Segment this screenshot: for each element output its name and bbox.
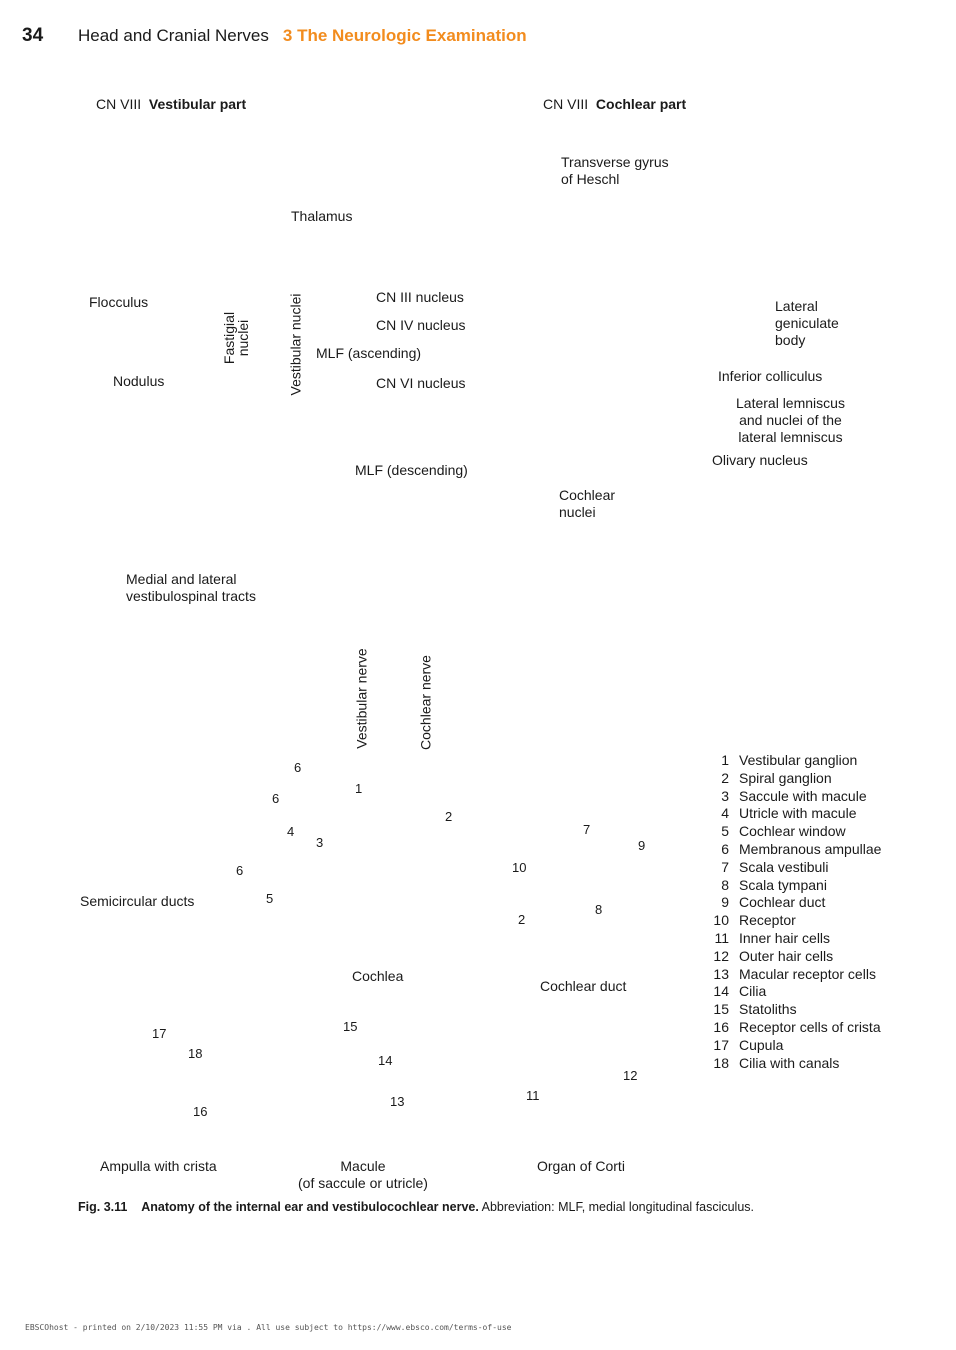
legend-number: 6 [721, 840, 729, 857]
page-number: 34 [22, 25, 44, 46]
fastigial-nuclei-label [222, 308, 250, 368]
legend-row [705, 752, 881, 770]
legend-number: 14 [713, 983, 729, 1000]
callout-number: 7 [583, 822, 591, 837]
legend-row [705, 1055, 881, 1073]
callout-number: 9 [638, 838, 646, 853]
legend-text: Outer hair cells [739, 947, 834, 964]
label-line: Macule [340, 1158, 386, 1174]
label-line: lateral lemniscus [738, 429, 843, 445]
organ-of-corti-label: Organ of Corti [537, 1158, 625, 1174]
callout-number: 2 [518, 912, 526, 927]
cochlear-nuclei-label [559, 487, 615, 521]
callout-number: 13 [390, 1094, 405, 1109]
legend-number: 10 [713, 912, 729, 929]
legend-text: Receptor [739, 912, 796, 929]
label-line: and nuclei of the [739, 412, 842, 428]
callout-number: 10 [512, 860, 527, 875]
vestibular-nuclei-label: Vestibular nuclei [287, 293, 304, 396]
inferior-colliculus-label: Inferior colliculus [718, 368, 823, 384]
legend-number: 15 [713, 1001, 729, 1018]
cn8-prefix: CN VIII [543, 96, 589, 112]
label-line: nuclei [559, 504, 596, 520]
cn4-nucleus-label: CN IV nucleus [376, 317, 466, 333]
legend-text: Receptor cells of crista [739, 1018, 881, 1035]
label-line: nuclei [235, 319, 251, 357]
print-footer: EBSCOhost - printed on 2/10/2023 11:55 PM via . All use subject to https://www.ebsco.com/terms-of-use [25, 1323, 512, 1332]
macule-label [298, 1158, 428, 1192]
vestibular-part-name: Vestibular part [148, 96, 247, 112]
semicircular-ducts-label: Semicircular ducts [80, 893, 195, 909]
label-line: Lateral [775, 298, 818, 314]
legend-row [705, 877, 881, 895]
mlf-ascending-label: MLF (ascending) [316, 345, 422, 361]
callout-number: 2 [445, 809, 453, 824]
thalamus-label: Thalamus [291, 208, 353, 224]
cochlear-part-title [543, 96, 686, 113]
section-title: Head and Cranial Nerves [78, 26, 269, 45]
legend-text: Cilia [739, 983, 767, 1000]
flocculus-label: Flocculus [89, 294, 149, 310]
running-header [78, 26, 527, 46]
callout-number: 12 [623, 1068, 638, 1083]
figure-label: Fig. 3.11 [78, 1200, 128, 1214]
legend-row [705, 859, 881, 877]
legend-row [705, 894, 881, 912]
callout-number: 5 [266, 891, 274, 906]
legend-row [705, 1001, 881, 1019]
legend-number: 7 [721, 858, 729, 875]
legend-number: 18 [713, 1054, 729, 1071]
lateral-geniculate-label [775, 298, 839, 349]
legend-row [705, 912, 881, 930]
lateral-lemniscus-label [736, 395, 845, 446]
legend-text: Saccule with macule [739, 787, 867, 804]
legend-row [705, 841, 881, 859]
legend-row [705, 930, 881, 948]
label-line: Fastigial [221, 311, 237, 365]
legend-row [705, 983, 881, 1001]
legend-text: Membranous ampullae [739, 840, 882, 857]
legend-text: Spiral ganglion [739, 769, 832, 786]
label-line: Transverse gyrus [561, 154, 669, 170]
legend-text: Utricle with macule [739, 805, 857, 822]
cn3-nucleus-label: CN III nucleus [376, 289, 464, 305]
olivary-nucleus-label: Olivary nucleus [712, 452, 808, 468]
legend-number: 1 [721, 752, 729, 768]
legend-text: Macular receptor cells [739, 965, 876, 982]
figure-legend [705, 752, 881, 1072]
callout-number: 1 [355, 781, 363, 796]
legend-text: Statoliths [739, 1001, 797, 1018]
callout-number: 18 [188, 1046, 203, 1061]
legend-text: Cochlear window [739, 823, 846, 840]
label-line: (of saccule or utricle) [298, 1175, 428, 1191]
figure-title: Anatomy of the internal ear and vestibulocochlear nerve. [141, 1200, 479, 1214]
cochlear-part-name: Cochlear part [595, 96, 687, 112]
label-line: vestibulospinal tracts [126, 588, 256, 604]
legend-row [705, 805, 881, 823]
legend-number: 5 [721, 823, 729, 840]
legend-row [705, 770, 881, 788]
label-line: Cochlear [559, 487, 616, 503]
legend-text: Cupula [739, 1036, 784, 1053]
mlf-descending-label: MLF (descending) [355, 462, 468, 478]
label-line: body [775, 332, 806, 348]
label-line: Lateral lemniscus [736, 395, 845, 411]
cn6-nucleus-label: CN VI nucleus [376, 375, 466, 391]
legend-text: Scala tympani [739, 876, 827, 893]
legend-row [705, 1019, 881, 1037]
legend-number: 8 [721, 876, 729, 893]
ampulla-with-crista-label: Ampulla with crista [100, 1158, 217, 1174]
legend-number: 17 [713, 1036, 729, 1053]
figure-caption [78, 1199, 754, 1215]
legend-number: 11 [714, 929, 729, 946]
cochlear-nerve-label: Cochlear nerve [417, 655, 434, 750]
legend-number: 9 [721, 894, 729, 911]
nodulus-label: Nodulus [113, 373, 165, 389]
callout-number: 6 [236, 863, 244, 878]
label-line: geniculate [775, 315, 839, 331]
chapter-title: 3 The Neurologic Examination [282, 26, 527, 45]
legend-number: 4 [721, 805, 729, 822]
cochlea-label: Cochlea [352, 968, 404, 984]
callout-number: 17 [152, 1026, 167, 1041]
legend-number: 12 [713, 947, 729, 964]
label-line: Medial and lateral [126, 571, 237, 587]
cn8-prefix: CN VIII [96, 96, 142, 112]
callout-number: 3 [316, 835, 324, 850]
legend-text: Cochlear duct [739, 894, 826, 911]
callout-number: 16 [193, 1104, 208, 1119]
vestibular-part-title [96, 96, 246, 113]
label-line: of Heschl [561, 171, 620, 187]
vestibular-nerve-label: Vestibular nerve [353, 648, 370, 749]
callout-number: 4 [287, 824, 295, 839]
legend-row [705, 966, 881, 984]
legend-number: 16 [713, 1018, 729, 1035]
legend-row [705, 1037, 881, 1055]
vestibulospinal-label [126, 571, 256, 605]
figure-caption-text: Abbreviation: MLF, medial longitudinal fasciculus. [481, 1200, 755, 1214]
callout-number: 14 [378, 1053, 393, 1068]
callout-number: 6 [272, 791, 280, 806]
legend-row [705, 823, 881, 841]
legend-number: 13 [713, 965, 729, 982]
legend-row [705, 948, 881, 966]
legend-text: Cilia with canals [739, 1054, 840, 1071]
callout-number: 8 [595, 902, 603, 917]
cochlear-duct-label: Cochlear duct [540, 978, 627, 994]
transverse-gyrus-label [561, 154, 669, 188]
legend-text: Inner hair cells [739, 929, 831, 946]
legend-number: 3 [721, 787, 729, 804]
legend-row [705, 788, 881, 806]
callout-number: 6 [294, 760, 302, 775]
legend-text: Vestibular ganglion [739, 752, 858, 768]
callout-number: 15 [343, 1019, 358, 1034]
callout-number: 11 [526, 1088, 540, 1103]
legend-text: Scala vestibuli [739, 858, 829, 875]
legend-number: 2 [721, 769, 729, 786]
